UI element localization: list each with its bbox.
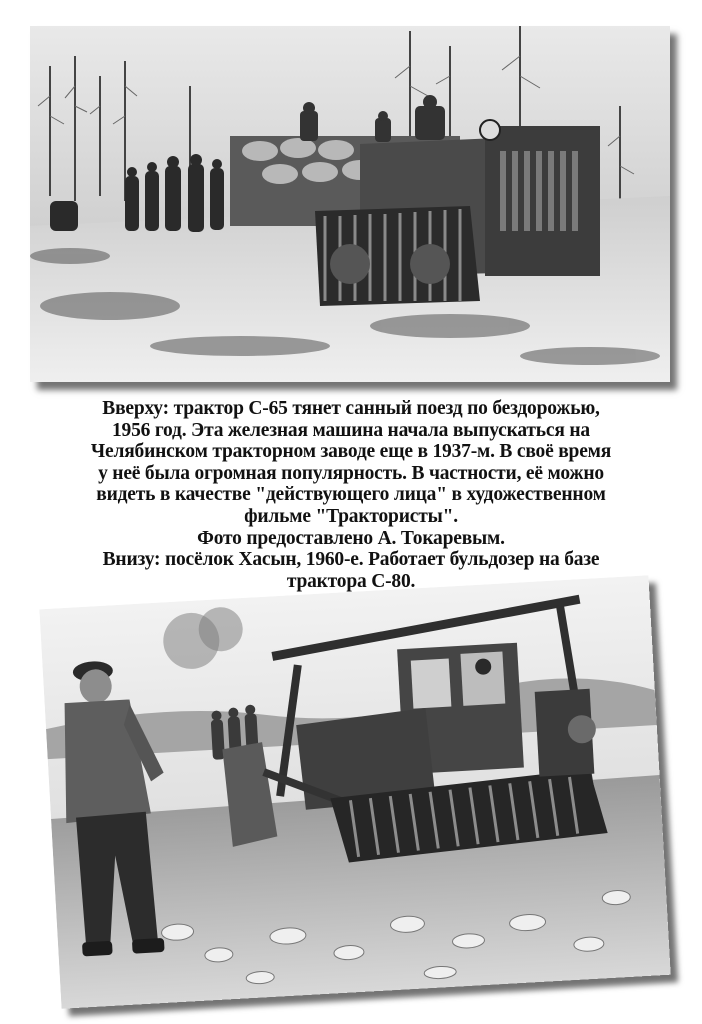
caption-line-4: у неё была огромная популярность. В частности, её можно xyxy=(98,462,604,484)
photo-bulldozer-khasyn-image xyxy=(39,575,670,1008)
caption-line-9: трактора С-80. xyxy=(286,570,416,592)
caption-line-8: Внизу: посёлок Хасын, 1960-е. Работает бульдозер на базе xyxy=(102,549,600,571)
photo-tractor-sled-train-image xyxy=(30,26,670,382)
caption-line-1: Вверху: трактор С-65 тянет санный поезд по бездорожью, xyxy=(102,398,600,419)
photo-tractor-sled-train xyxy=(30,26,670,382)
caption-line-2: 1956 год. Эта железная машина начала выпускаться на xyxy=(112,419,590,441)
caption-line-6: фильме "Трактористы". xyxy=(244,505,458,527)
photo-bulldozer-khasyn xyxy=(39,575,670,1008)
caption-line-5: видеть в качестве "действующего лица" в художественном xyxy=(96,484,606,506)
caption-line-3: Челябинском тракторном заводе еще в 1937-м. В своё время xyxy=(90,441,612,463)
photo-caption xyxy=(20,398,682,592)
photo-credit: Фото предоставлено А. Токаревым. xyxy=(197,527,505,549)
